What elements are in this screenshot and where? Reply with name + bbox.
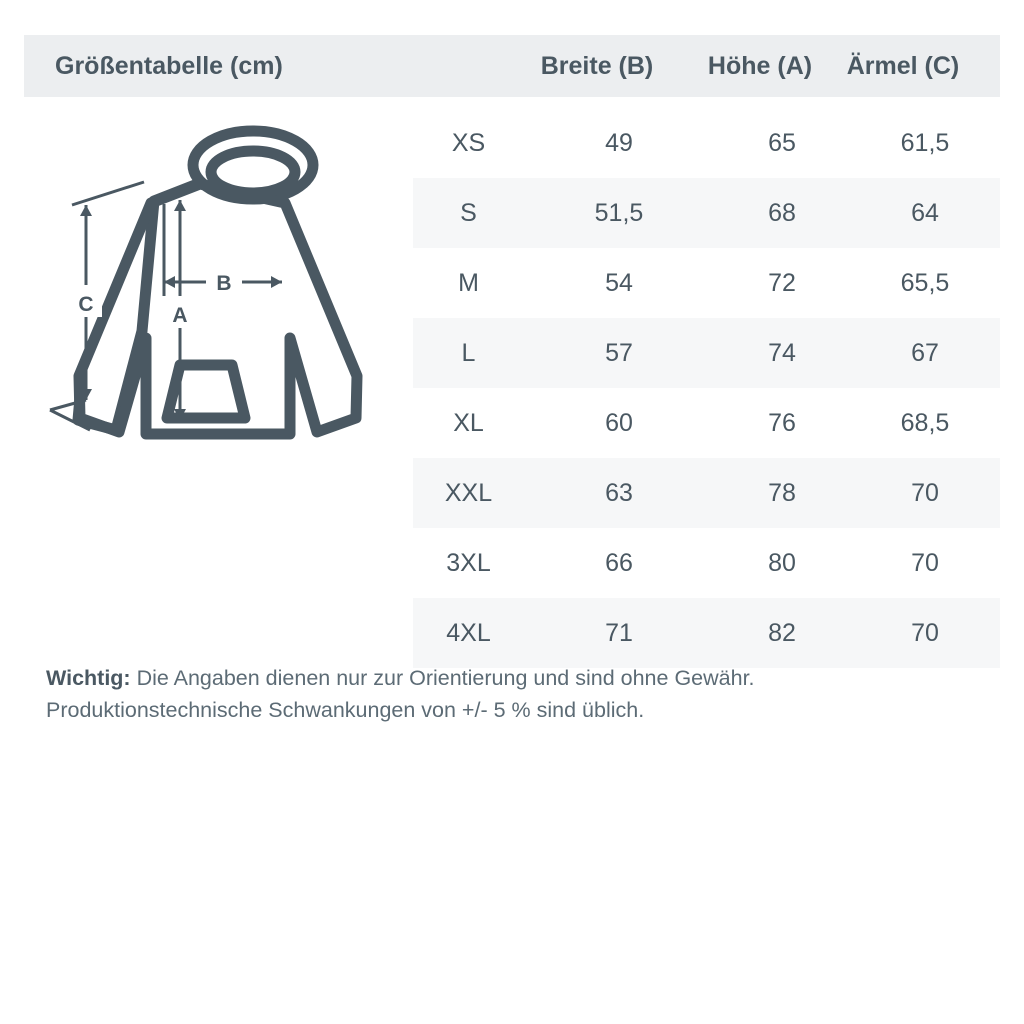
cell-height: 68 <box>768 198 796 227</box>
cell-height: 82 <box>768 618 796 647</box>
cell-width: 57 <box>605 338 633 367</box>
height-label: A <box>172 304 188 327</box>
cell-height: 78 <box>768 478 796 507</box>
table-row <box>413 388 1000 458</box>
page-title: Größentabelle (cm) <box>55 51 283 80</box>
cell-height: 65 <box>768 128 796 157</box>
hoodie-illustration <box>24 100 414 660</box>
height-arrow-head-top <box>174 200 186 211</box>
footnote-line-2: Produktionstechnische Schwankungen von +/- 5 % sind üblich. <box>46 698 645 722</box>
cell-sleeve: 70 <box>911 478 939 507</box>
cell-sleeve: 67 <box>911 338 939 367</box>
cell-width: 63 <box>605 478 633 507</box>
cell-size: 4XL <box>446 618 491 647</box>
cell-width: 71 <box>605 618 633 647</box>
cell-height: 80 <box>768 548 796 577</box>
table-row <box>413 458 1000 528</box>
width-arrow-head-right <box>271 276 282 288</box>
cell-width: 66 <box>605 548 633 577</box>
table-row <box>413 598 1000 668</box>
cell-sleeve: 70 <box>911 618 939 647</box>
column-headers <box>502 52 1000 81</box>
cell-size: L <box>461 338 476 367</box>
width-arrow-head-left <box>164 276 175 288</box>
column-header-height: Höhe (A) <box>707 51 813 80</box>
cell-width: 60 <box>605 408 633 437</box>
sleeve-label: C <box>78 293 94 316</box>
cell-size: XS <box>451 128 486 157</box>
table-row <box>413 248 1000 318</box>
cell-size: M <box>458 268 479 297</box>
sleeve-guide-top <box>72 182 144 205</box>
table-row <box>413 108 1000 178</box>
cell-size: XXL <box>444 478 493 507</box>
cell-sleeve: 68,5 <box>900 408 950 437</box>
sleeve-arrow-head-top <box>80 205 92 216</box>
cell-width: 51,5 <box>594 198 644 227</box>
table-row <box>413 178 1000 248</box>
cell-size: XL <box>453 408 484 437</box>
cell-width: 54 <box>605 268 633 297</box>
cell-sleeve: 64 <box>911 198 939 227</box>
footnote-label: Wichtig: <box>46 666 131 690</box>
cell-sleeve: 61,5 <box>900 128 950 157</box>
column-header-sleeve: Ärmel (C) <box>846 51 960 80</box>
cell-size: 3XL <box>446 548 491 577</box>
size-table <box>413 108 1000 668</box>
cell-height: 72 <box>768 268 796 297</box>
footnote <box>46 662 986 726</box>
footnote-line-1: Die Angaben dienen nur zur Orientierung und sind ohne Gewähr. <box>130 666 755 690</box>
cell-height: 76 <box>768 408 796 437</box>
cell-width: 49 <box>605 128 633 157</box>
cell-size: S <box>460 198 477 227</box>
cell-sleeve: 70 <box>911 548 939 577</box>
table-header <box>24 35 1000 97</box>
column-header-width: Breite (B) <box>540 51 654 80</box>
width-label: B <box>216 272 232 295</box>
table-row <box>413 528 1000 598</box>
cell-height: 74 <box>768 338 796 367</box>
cell-sleeve: 65,5 <box>900 268 950 297</box>
table-row <box>413 318 1000 388</box>
